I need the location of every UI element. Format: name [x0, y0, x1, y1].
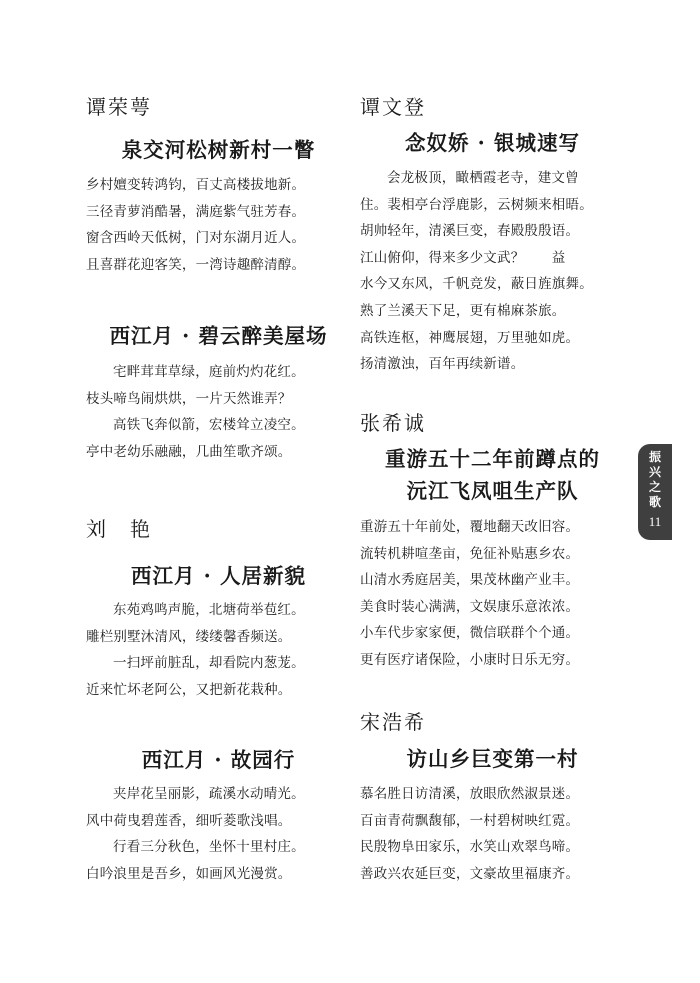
poem-line: 更有医疗诸保险，小康时日乐无穷。 [360, 651, 580, 668]
poem-title: 念奴娇 · 银城速写 [405, 131, 580, 155]
poem-line: 三径青萝消酷暑，满庭紫气驻芳春。 [86, 203, 306, 220]
author-name: 张希诚 [360, 411, 426, 435]
poem-body [360, 165, 625, 378]
author-name: 宋浩希 [360, 710, 426, 734]
poem-line: 风中荷曳碧莲香，细听菱歌浅唱。 [86, 812, 292, 829]
poem-line: 善政兴农延巨变，文豪故里福康齐。 [360, 865, 580, 882]
series-char: 歌 [648, 495, 661, 509]
poem-line: 近来忙坏老阿公，又把新花栽种。 [86, 681, 292, 698]
poem-line: 乡村嬗变转鸿钧，百丈高楼拔地新。 [86, 177, 306, 193]
poem-body [86, 597, 351, 703]
poem-body [86, 781, 351, 887]
poem-body [86, 172, 351, 278]
poem-line: 夹岸花呈丽影，疏溪水动晴光。 [113, 786, 305, 802]
poem-line: 窗含西岭天低树，门对东湖月近人。 [86, 230, 306, 247]
poem-line: 会龙极顶，瞰栖霞老寺，建文曾 [387, 170, 579, 186]
poem-line: 水今又东风，千帆竞发，蔽日旌旗舞。 [360, 276, 593, 293]
poem-line: 白吟浪里是吾乡，如画风光漫赏。 [86, 865, 292, 882]
poem-title-line: 重游五十二年前蹲点的 [385, 447, 600, 471]
series-char: 兴 [648, 465, 661, 479]
author-name: 谭文登 [360, 95, 426, 119]
poem-line: 宅畔茸茸草绿，庭前灼灼花红。 [113, 364, 305, 380]
page-number: 11 [648, 514, 662, 529]
poem-title: 西江月 · 碧云醉美屋场 [109, 324, 328, 348]
poem-line: 高铁连枢，神鹰展翅，万里驰如虎。 [360, 329, 580, 346]
poem-line: 东苑鸡鸣声脆，北塘荷举苞红。 [113, 602, 305, 618]
poem-line: 行看三分秋色，坐怀十里村庄。 [113, 839, 305, 856]
poem-line: 民殷物阜田家乐，水笑山欢翠鸟啼。 [360, 839, 580, 856]
series-char: 之 [648, 480, 661, 494]
poem-line: 江山俯仰，得来多少文武？ 益 [360, 249, 566, 266]
poem-line: 重游五十年前处，覆地翻天改旧容。 [360, 519, 580, 535]
poem-line: 扬清激浊，百年再续新谱。 [360, 356, 525, 373]
poem-line: 百亩青荷飘馥郁，一村碧树映红霓。 [360, 812, 580, 829]
poem-line: 小车代步家家便，微信联群个个通。 [360, 625, 580, 642]
series-char: 振 [648, 450, 661, 464]
poem-line: 流转机耕喧垄亩，免征补贴惠乡农。 [360, 545, 580, 562]
section-side-tab [638, 444, 672, 540]
author-name: 谭荣萼 [86, 95, 152, 119]
poem-line: 山清水秀庭居美，果茂林幽产业丰。 [360, 572, 580, 589]
poem-title [360, 443, 625, 507]
series-title [638, 450, 672, 510]
poem-title-line: 沅江飞凤咀生产队 [406, 479, 579, 503]
poem-line: 高铁飞奔似箭，宏楼耸立凌空。 [113, 417, 305, 434]
poem-title: 西江月 · 人居新貌 [131, 564, 306, 588]
poem-title: 访山乡巨变第一村 [406, 747, 579, 771]
poem-title: 西江月 · 故园行 [141, 748, 296, 772]
poem-line: 雕栏别墅沐清风，缕缕馨香频送。 [86, 628, 292, 645]
poem-line: 枝头啼鸟闹烘烘，一片天然谁弄？ [86, 390, 292, 407]
poem-body [360, 514, 625, 674]
poem-line: 住。裴相亭台浮鹿影，云树频来相晤。 [360, 196, 593, 213]
poem-line: 且喜群花迎客笑，一湾诗趣醉清醇。 [86, 256, 306, 273]
poem-line: 美食时装心满满，文娱康乐意浓浓。 [360, 598, 580, 615]
poem-line: 胡帅轻年，清溪巨变，春殿殷殷语。 [360, 223, 580, 240]
poem-line: 慕名胜日访清溪，放眼欣然淑景迷。 [360, 786, 580, 802]
poem-title: 泉交河松树新村一瞥 [121, 138, 316, 162]
poem-body [360, 781, 625, 887]
poem-line: 熟了兰溪天下足，更有棉麻茶旅。 [360, 302, 566, 319]
poem-line: 一扫坪前脏乱，却看院内葱茏。 [113, 655, 305, 672]
poem-line: 亭中老幼乐融融，几曲笙歌齐颂。 [86, 443, 292, 460]
author-name: 刘 艳 [86, 517, 152, 541]
poem-body [86, 359, 351, 465]
